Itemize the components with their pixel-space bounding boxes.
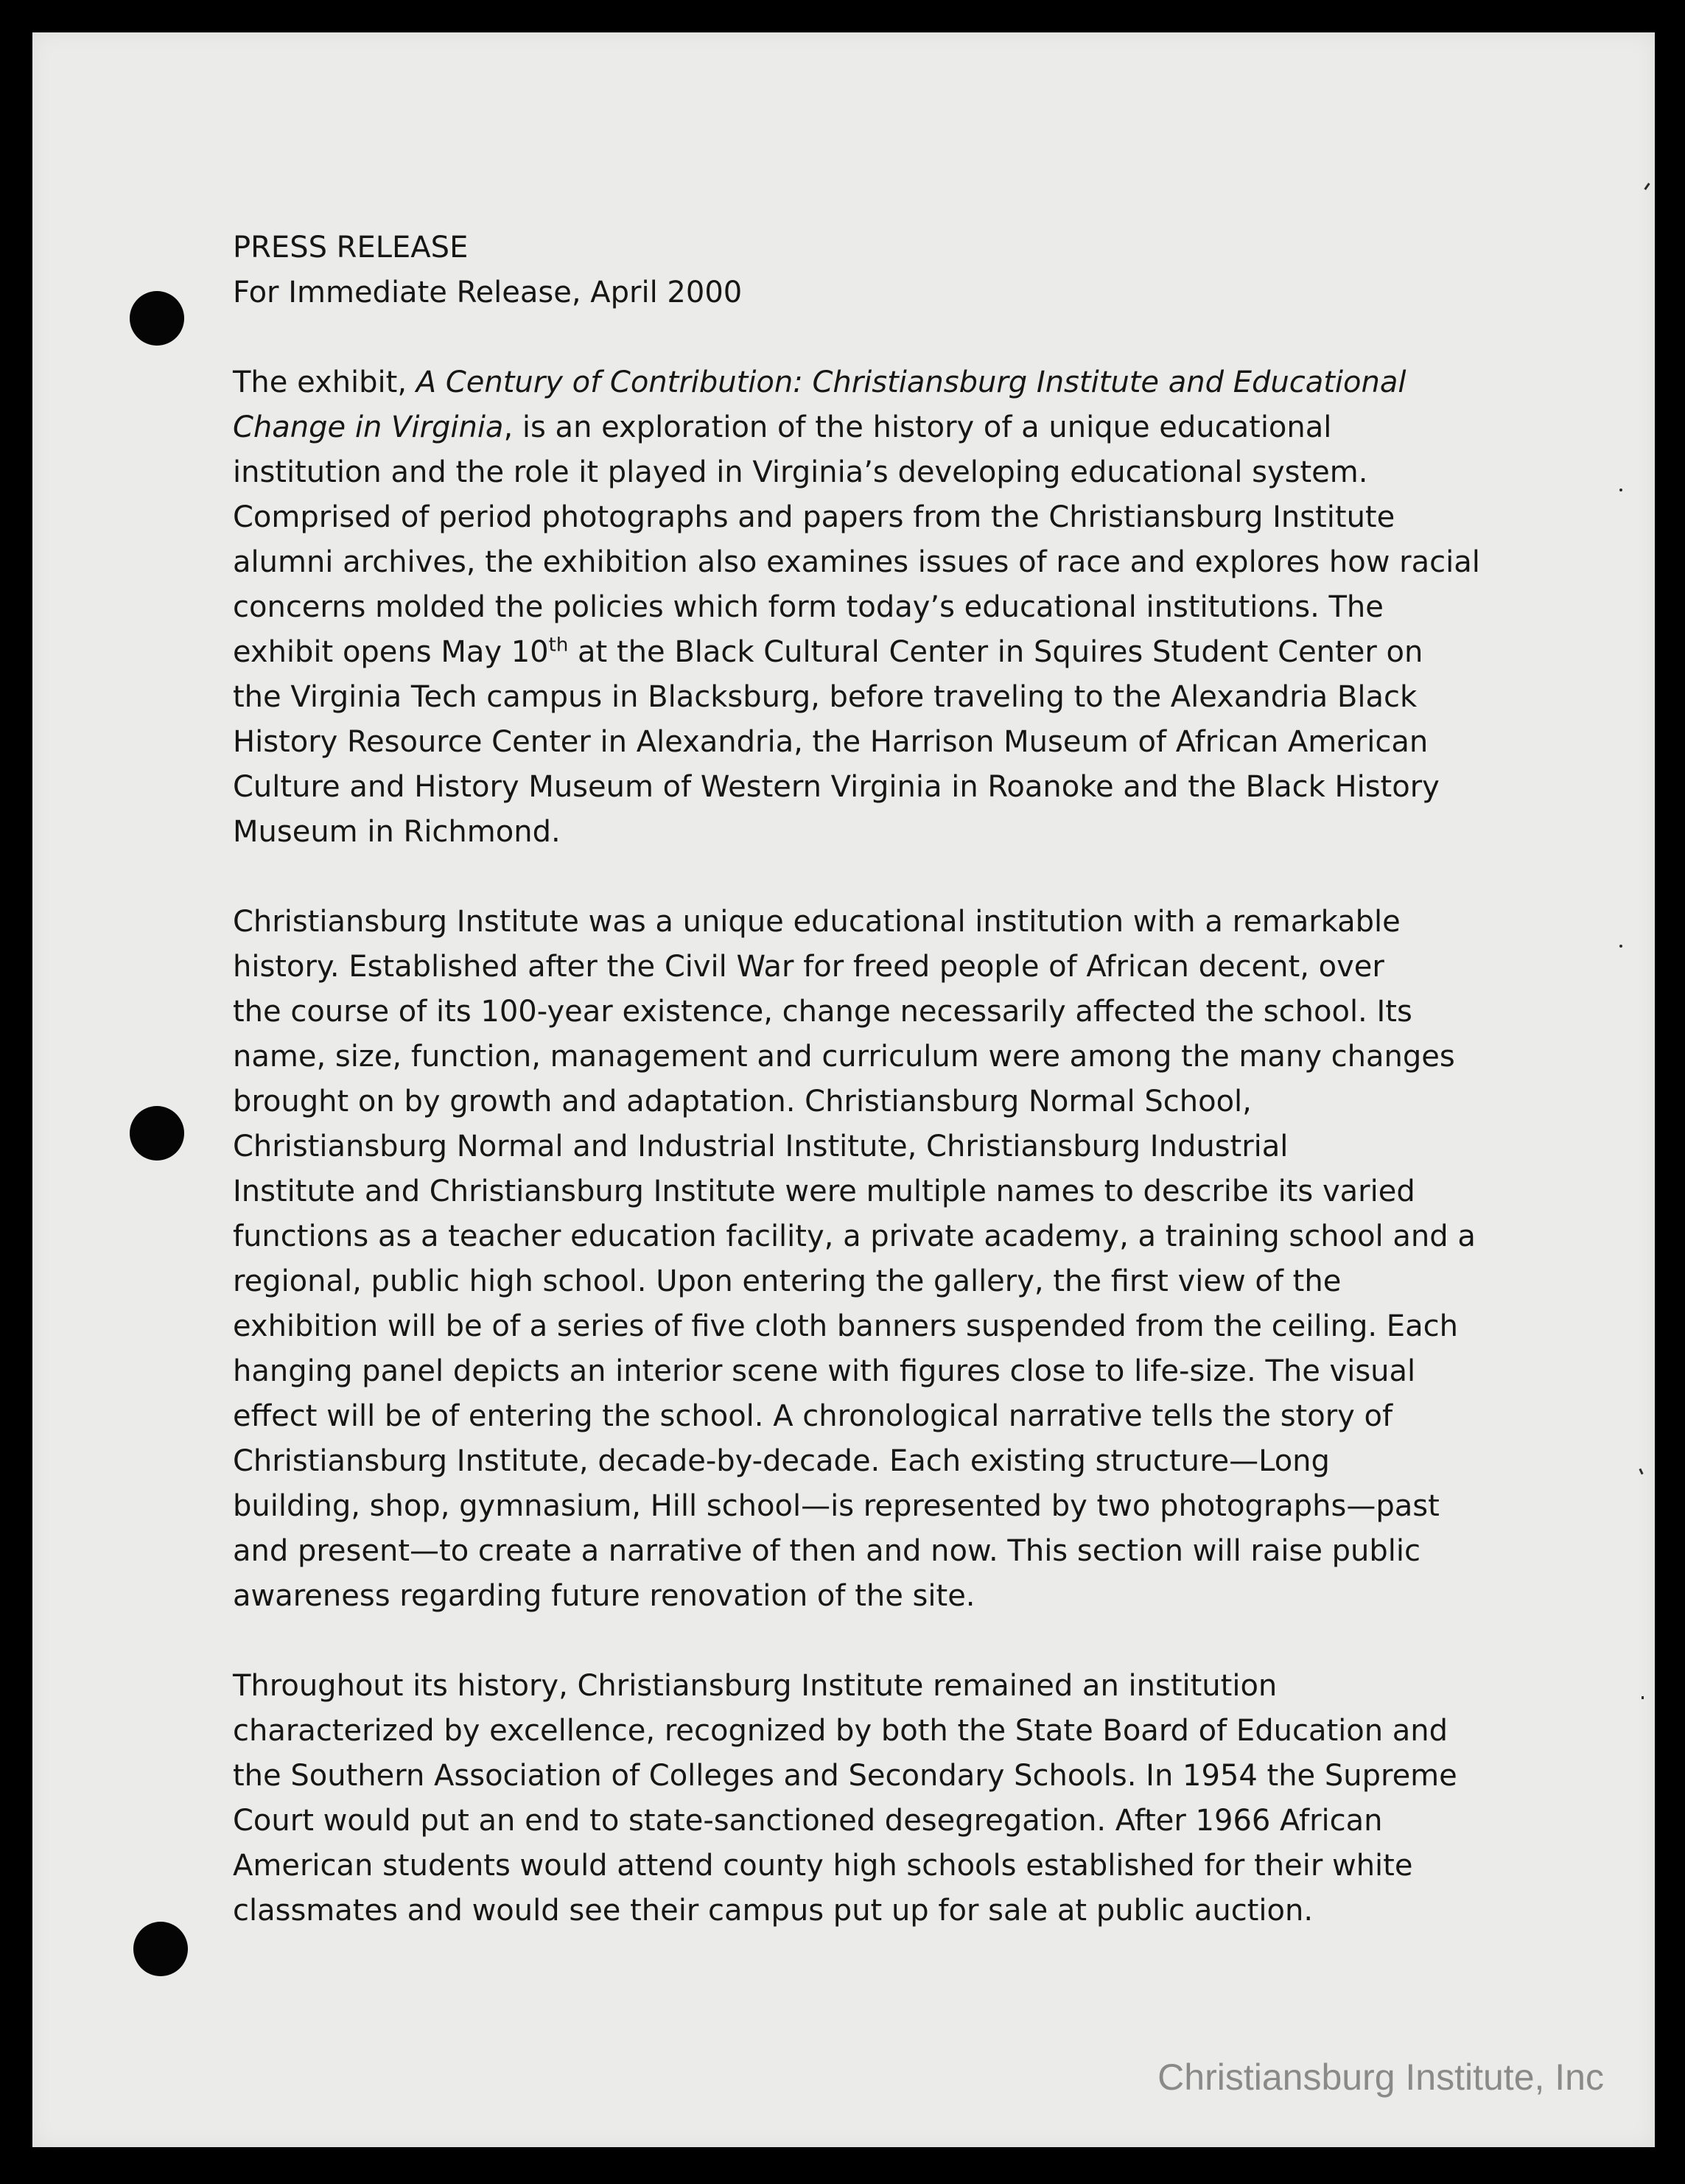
paragraph-line: regional, public high school. Upon entering the gallery, the first view of the — [233, 1264, 1342, 1298]
paragraph-line: alumni archives, the exhibition also examines issues of race and explores how racial — [233, 545, 1480, 579]
paragraph-line: awareness regarding future renovation of the site. — [233, 1579, 975, 1613]
paragraph-line: exhibition will be of a series of five cloth banners suspended from the ceiling. Each — [233, 1309, 1458, 1343]
paragraph-line: brought on by growth and adaptation. Christiansburg Normal School, — [233, 1085, 1252, 1119]
paragraph-line: hanging panel depicts an interior scene with figures close to life-size. The visual — [233, 1354, 1416, 1388]
paragraph-line: the Virginia Tech campus in Blacksburg, before traveling to the Alexandria Black — [233, 680, 1418, 714]
paragraph-institute-legacy — [233, 1664, 1515, 1933]
paragraph-line: the course of its 100-year existence, change necessarily affected the school. Its — [233, 995, 1412, 1029]
exhibit-title-italic: Change in Virginia — [233, 410, 504, 444]
paragraph-line: concerns molded the policies which form today’s educational institutions. The — [233, 590, 1384, 624]
watermark-credit: Christiansburg Institute, Inc — [1157, 2057, 1604, 2098]
paragraph-line: Christiansburg Institute was a unique educational institution with a remarkable — [233, 905, 1401, 939]
paragraph-line: Comprised of period photographs and papers from the Christiansburg Institute — [233, 500, 1395, 534]
text-run: , is an exploration of the history of a unique educational — [503, 410, 1332, 444]
text-run: exhibit opens May 10 — [233, 635, 549, 669]
paragraph-line: classmates and would see their campus put up for sale at public auction. — [233, 1894, 1314, 1928]
punch-hole-top — [130, 291, 184, 346]
paragraph-line — [233, 405, 1515, 450]
paper-speck — [1619, 489, 1622, 491]
paragraph-line: Christiansburg Normal and Industrial Institute, Christiansburg Industrial — [233, 1130, 1289, 1163]
paragraph-line — [233, 630, 1515, 675]
text-run: The exhibit, — [233, 365, 416, 399]
paragraph-exhibit-overview — [233, 360, 1515, 855]
paragraph-line — [233, 360, 1515, 405]
punch-hole-middle — [130, 1106, 184, 1161]
paragraph-line: Throughout its history, Christiansburg Institute remained an institution — [233, 1669, 1278, 1703]
punch-hole-bottom — [133, 1922, 188, 1976]
paragraph-line: name, size, function, management and curriculum were among the many changes — [233, 1040, 1455, 1074]
paper-speck — [1642, 1696, 1644, 1699]
paragraph-line: Christiansburg Institute, decade-by-decade. Each existing structure—Long — [233, 1444, 1330, 1478]
paragraph-line: and present—to create a narrative of then and now. This section will raise public — [233, 1534, 1420, 1568]
press-release-header — [233, 225, 1515, 315]
paragraph-line: history. Established after the Civil War for freed people of African decent, over — [233, 950, 1384, 984]
paragraph-line: Institute and Christiansburg Institute were multiple names to describe its varied — [233, 1175, 1415, 1208]
ordinal-suffix: th — [548, 634, 569, 657]
paragraph-line: Museum in Richmond. — [233, 815, 561, 849]
paper-speck — [1619, 945, 1622, 948]
text-run: at the Black Cultural Center in Squires Student Center on — [568, 635, 1423, 669]
paragraph-line: effect will be of entering the school. A chronological narrative tells the story of — [233, 1399, 1393, 1433]
paragraph-line: Culture and History Museum of Western Virginia in Roanoke and the Black History — [233, 770, 1440, 804]
paragraph-line: institution and the role it played in Virginia’s developing educational system. — [233, 455, 1368, 489]
paragraph-line: American students would attend county high schools established for their white — [233, 1849, 1413, 1883]
document-title: PRESS RELEASE — [233, 231, 469, 265]
paragraph-line: Court would put an end to state-sanctioned desegregation. After 1966 African — [233, 1804, 1383, 1838]
exhibit-title-italic: A Century of Contribution: Christiansburg Institute and Educational — [416, 365, 1406, 399]
paragraph-line: the Southern Association of Colleges and Secondary Schools. In 1954 the Supreme — [233, 1759, 1457, 1793]
paragraph-line: History Resource Center in Alexandria, the Harrison Museum of African American — [233, 725, 1429, 759]
paragraph-line: building, shop, gymnasium, Hill school—is represented by two photographs—past — [233, 1489, 1440, 1523]
paragraph-line: characterized by excellence, recognized by both the State Board of Education and — [233, 1714, 1448, 1748]
paragraph-line: functions as a teacher education facility, a private academy, a training school and a — [233, 1219, 1476, 1253]
release-date-line: For Immediate Release, April 2000 — [233, 276, 743, 309]
paragraph-institute-history — [233, 900, 1515, 1619]
press-release-body — [233, 225, 1515, 1933]
